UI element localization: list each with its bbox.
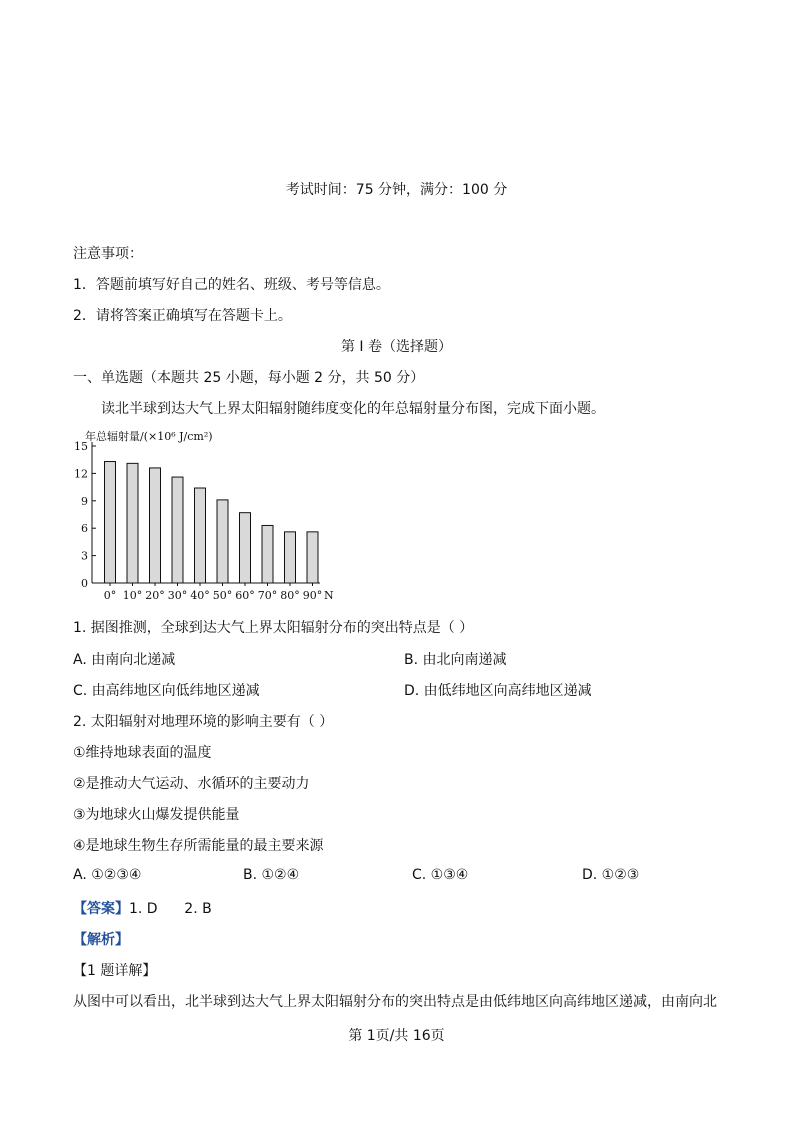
q2-option-d[interactable]: D. ①②③	[582, 867, 640, 883]
y-tick-label: 3	[81, 549, 88, 563]
bar-0	[105, 462, 116, 583]
page-footer: 第 1页/共 16页	[348, 1028, 445, 1044]
q2-item-4: ④是地球生物生存所需能量的最主要来源	[73, 838, 324, 854]
x-tick-label: 70°	[257, 589, 278, 602]
exam-info: 考试时间：75 分钟，满分：100 分	[285, 182, 508, 198]
q2-option-c[interactable]: C. ①③④	[412, 867, 469, 883]
notes-item-1: 1．答题前填写好自己的姓名、班级、考号等信息。	[73, 277, 390, 293]
y-tick-label: 15	[74, 440, 88, 453]
y-tick-label: 0	[81, 577, 88, 590]
radiation-bar-chart	[70, 427, 350, 605]
y-tick-label: 6	[81, 522, 88, 536]
q1-option-c[interactable]: C. 由高纬地区向低纬地区递减	[73, 683, 260, 699]
q2-option-b[interactable]: B. ①②④	[243, 867, 300, 883]
bar-2	[150, 468, 161, 583]
x-tick-label: 60°	[235, 589, 255, 602]
q2-item-1: ①维持地球表面的温度	[73, 745, 212, 761]
bar-7	[262, 525, 273, 583]
x-tick-label: 20°	[145, 589, 165, 602]
part-title: 一、单选题（本题共 25 小题，每小题 2 分，共 50 分）	[73, 370, 425, 386]
x-tick-label: 10°	[122, 589, 143, 602]
bar-1	[127, 463, 138, 583]
bar-5	[217, 500, 228, 583]
x-tick-label: 90°	[302, 589, 323, 602]
bar-3	[172, 477, 183, 583]
detail-label: 【1 题详解】	[73, 963, 157, 979]
y-tick-label: 9	[81, 494, 88, 508]
analysis-text: 从图中可以看出，北半球到达大气上界太阳辐射分布的突出特点是由低纬地区向高纬地区递减，由南向北	[73, 994, 717, 1010]
chart-bars	[105, 462, 319, 583]
bar-4	[195, 488, 206, 583]
bar-9	[307, 532, 318, 583]
notes-item-2: 2．请将答案正确填写在答题卡上。	[73, 308, 292, 324]
answer-line	[73, 898, 212, 918]
analysis-label: 【解析】	[73, 932, 129, 948]
question-intro: 读北半球到达大气上界太阳辐射随纬度变化的年总辐射量分布图，完成下面小题。	[101, 401, 605, 417]
q2-option-a[interactable]: A. ①②③④	[73, 867, 142, 883]
x-tick-label: 30°	[167, 589, 188, 602]
x-tick-label: 40°	[190, 589, 210, 602]
q1-stem: 1. 据图推测，全球到达大气上界太阳辐射分布的突出特点是（ ）	[73, 620, 474, 636]
q1-option-d[interactable]: D. 由低纬地区向高纬地区递减	[404, 683, 592, 699]
q2-item-2: ②是推动大气运动、水循环的主要动力	[73, 776, 310, 792]
volume-title: 第 I 卷（选择题）	[340, 339, 453, 355]
answer-label: 【答案】	[73, 901, 129, 917]
y-axis-label: 年总辐射量/(×10⁶ J/cm²)	[85, 430, 213, 443]
bar-6	[240, 513, 251, 583]
q2-item-3: ③为地球火山爆发提供能量	[73, 807, 240, 823]
q1-option-a[interactable]: A. 由南向北递减	[73, 652, 176, 668]
x-tick-label: 0°	[103, 589, 117, 602]
notes-title: 注意事项：	[73, 246, 143, 262]
x-tick-label: 80°	[280, 589, 300, 602]
bar-8	[285, 532, 296, 583]
y-tick-label: 12	[74, 467, 88, 481]
q1-option-b[interactable]: B. 由北向南递减	[404, 652, 507, 668]
x-tick-label: 50°	[212, 589, 233, 602]
x-axis-unit: N	[324, 589, 334, 602]
q2-stem: 2. 太阳辐射对地理环境的影响主要有（ ）	[73, 714, 334, 730]
answer-value: 1. D 2. B	[129, 901, 212, 917]
